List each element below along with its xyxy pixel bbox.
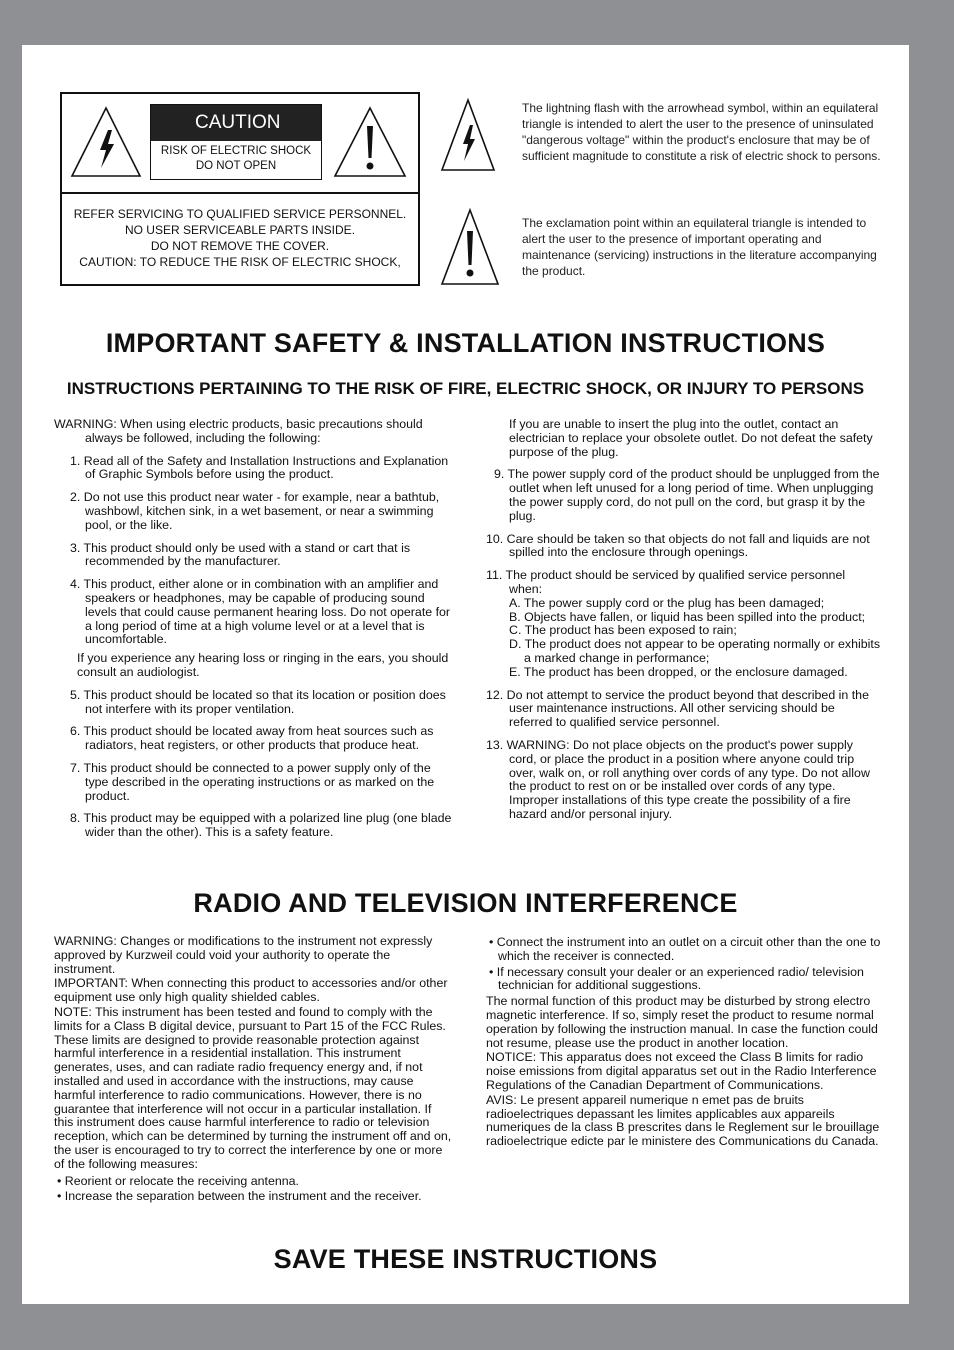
measure-item: • If necessary consult your dealer or an experienced radio/ television technician for additional suggestions. bbox=[489, 964, 864, 993]
exclamation-symbol-icon bbox=[440, 207, 500, 287]
safety-item-11-conditions bbox=[509, 597, 881, 680]
condition-item: D. The product does not appear to be operating normally or exhibits a marked change in performance; bbox=[509, 637, 881, 665]
caution-title: CAUTION bbox=[151, 105, 321, 141]
safety-item-8: 8. This product may be equipped with a polarized line plug (one blade wider than the other). This is a safety feature. bbox=[70, 811, 452, 840]
safety-item-7: 7. This product should be connected to a power supply only of the type described in the operating instructions or as marked on the product. bbox=[70, 760, 435, 803]
safety-warning: WARNING: When using electric products, basic precautions should always be followed, including the following: bbox=[54, 417, 423, 445]
interference-left-column bbox=[54, 935, 454, 1206]
risk-line-1: RISK OF ELECTRIC SHOCK bbox=[160, 145, 312, 157]
manual-page bbox=[22, 45, 909, 1304]
interference-right-column bbox=[486, 936, 881, 1150]
risk-line-2: DO NOT OPEN bbox=[195, 160, 277, 172]
service-line: NO USER SERVICEABLE PARTS INSIDE. bbox=[124, 223, 356, 237]
save-instructions-title: SAVE THESE INSTRUCTIONS bbox=[273, 1244, 658, 1274]
condition-item: E. The product has been dropped, or the enclosure damaged. bbox=[509, 664, 848, 679]
service-warning-text bbox=[62, 206, 418, 270]
interference-avis: AVIS: Le present appareil numerique n emet pas de bruits radioelectriques depassant les limites applicables aux appareils numeriques de la class B prescrites dans le Reglement sur le brouillage radioelectrique edicte par le ministere des Communications du Canada. bbox=[486, 1092, 880, 1149]
safety-item-4-note: If you experience any hearing loss or ringing in the ears, you should consult an audiologist. bbox=[77, 651, 449, 679]
safety-item-13: 13. WARNING: Do not place objects on the product's power supply cord, or place the product in a position where anyone could trip over, walk on, or roll anything over cords of any type. Do not allow the product to rest on or be installed over cords of any type. Improper installations of this type create the possibility of a fire hazard and/or personal injury. bbox=[486, 737, 870, 821]
interference-notice: NOTICE: This apparatus does not exceed the Class B limits for radio noise emissions from digital apparatus set out in the Radio Interference Regulations of the Canadian Department of Communications. bbox=[486, 1050, 877, 1092]
safety-item-5: 5. This product should be located so that its location or position does not interfere with its proper ventilation. bbox=[70, 687, 446, 716]
safety-item-2: 2. Do not use this product near water - for example, near a bathtub, washbowl, kitchen sink, in a wet basement, or near a swimming pool, or the like. bbox=[70, 490, 440, 532]
caution-risk-text bbox=[151, 144, 321, 174]
service-line: REFER SERVICING TO QUALIFIED SERVICE PERSONNEL. bbox=[73, 207, 407, 221]
condition-item: B. Objects have fallen, or liquid has been spilled into the product; bbox=[509, 609, 866, 624]
measure-item: • Reorient or relocate the receiving antenna. bbox=[57, 1173, 299, 1188]
safety-item-9: 9. The power supply cord of the product should be unplugged from the outlet when left unused for a long period of time. When unplugging the power supply cord, do not pull on the cord, but grasp it by the plug. bbox=[494, 467, 880, 523]
measure-item: • Increase the separation between the instrument and the receiver. bbox=[57, 1189, 422, 1204]
safety-item-3: 3. This product should only be used with a stand or cart that is recommended by the manufacturer. bbox=[70, 540, 411, 569]
lightning-symbol-icon bbox=[440, 97, 496, 173]
caution-label-box bbox=[150, 104, 322, 180]
safety-right-column bbox=[486, 418, 881, 831]
safety-item-10: 10. Care should be taken so that objects do not fall and liquids are not spilled into the enclosure through openings. bbox=[486, 531, 870, 560]
caution-symbols-row bbox=[62, 94, 418, 194]
safety-item-8-note: If you are unable to insert the plug into the outlet, contact an electrician to replace your obsolete outlet. Do not defeat the safety purpose of the plug. bbox=[509, 417, 873, 459]
interference-important: IMPORTANT: When connecting this product to accessories and/or other equipment use only high quality shielded cables. bbox=[54, 976, 448, 1005]
interference-normal-function: The normal function of this product may be disturbed by strong electro magnetic interference. If so, simply reset the product to resume normal operation by following the instruction manual. In case the function could not resume, please use the product in another location. bbox=[486, 994, 878, 1050]
exclamation-triangle-icon bbox=[332, 104, 408, 180]
exclamation-explanation: The exclamation point within an equilateral triangle is intended to alert the user to the presence of important operating and maintenance (servicing) instructions in the literature accompanying the product. bbox=[522, 216, 877, 278]
safety-left-column bbox=[54, 418, 452, 849]
safety-title: IMPORTANT SAFETY & INSTALLATION INSTRUCTIONS bbox=[105, 328, 826, 358]
service-line: DO NOT REMOVE THE COVER. bbox=[150, 239, 330, 253]
lightning-triangle-icon bbox=[70, 104, 142, 180]
measure-item: • Connect the instrument into an outlet on a circuit other than the one to which the receiver is connected. bbox=[489, 935, 881, 963]
safety-item-11 bbox=[486, 569, 881, 679]
safety-subtitle: INSTRUCTIONS PERTAINING TO THE RISK OF FIRE, ELECTRIC SHOCK, OR INJURY TO PERSONS bbox=[66, 379, 865, 398]
safety-item-11-text: 11. The product should be serviced by qualified service personnel when: bbox=[486, 568, 846, 596]
lightning-explanation: The lightning flash with the arrowhead symbol, within an equilateral triangle is intended to alert the user to the presence of uninsulated "dangerous voltage" within the product's enclosure that may be of sufficient magnitude to constitute a risk of electric shock to persons. bbox=[522, 101, 881, 163]
interference-note: NOTE: This instrument has been tested and found to comply with the limits for a Class B digital device, pursuant to Part 15 of the FCC Rules. These limits are designed to provide reasonable protection against harmful interference in a residential installation. This instrument generates, uses, and can radiate radio frequency energy and, if not installed and used in accordance with the instructions, may cause harmful interference to radio communications. However, there is no guarantee that interference will not occur in a particular installation. If this instrument does cause harmful interference to radio or television reception, which can be determined by turning the instrument off and on, the user is encouraged to try to correct the interference by one or more of the following measures: bbox=[54, 1004, 452, 1171]
interference-title: RADIO AND TELEVISION INTERFERENCE bbox=[193, 888, 738, 918]
interference-warning: WARNING: Changes or modifications to the instrument not expressly approved by Kurzweil could void your authority to operate the instrument. bbox=[54, 934, 433, 976]
safety-item-12: 12. Do not attempt to service the product beyond that described in the user maintenance instructions. All other servicing should be referred to qualified service personnel. bbox=[486, 687, 869, 730]
safety-item-4: 4. This product, either alone or in combination with an amplifier and speakers or headphones, may be capable of producing sound levels that could cause permanent hearing loss. Do not operate for a long period of time at a high volume level or at a level that is uncomfortable. bbox=[70, 577, 451, 647]
safety-item-6: 6. This product should be located away from heat sources such as radiators, heat registers, or other products that produce heat. bbox=[70, 724, 434, 753]
condition-item: A. The power supply cord or the plug has been damaged; bbox=[509, 595, 825, 610]
service-line: CAUTION: TO REDUCE THE RISK OF ELECTRIC SHOCK, bbox=[79, 255, 401, 269]
safety-item-1: 1. Read all of the Safety and Installation Instructions and Explanation of Graphic Symbols before using the product. bbox=[70, 453, 449, 482]
condition-item: C. The product has been exposed to rain; bbox=[509, 623, 737, 638]
caution-box bbox=[60, 92, 420, 286]
